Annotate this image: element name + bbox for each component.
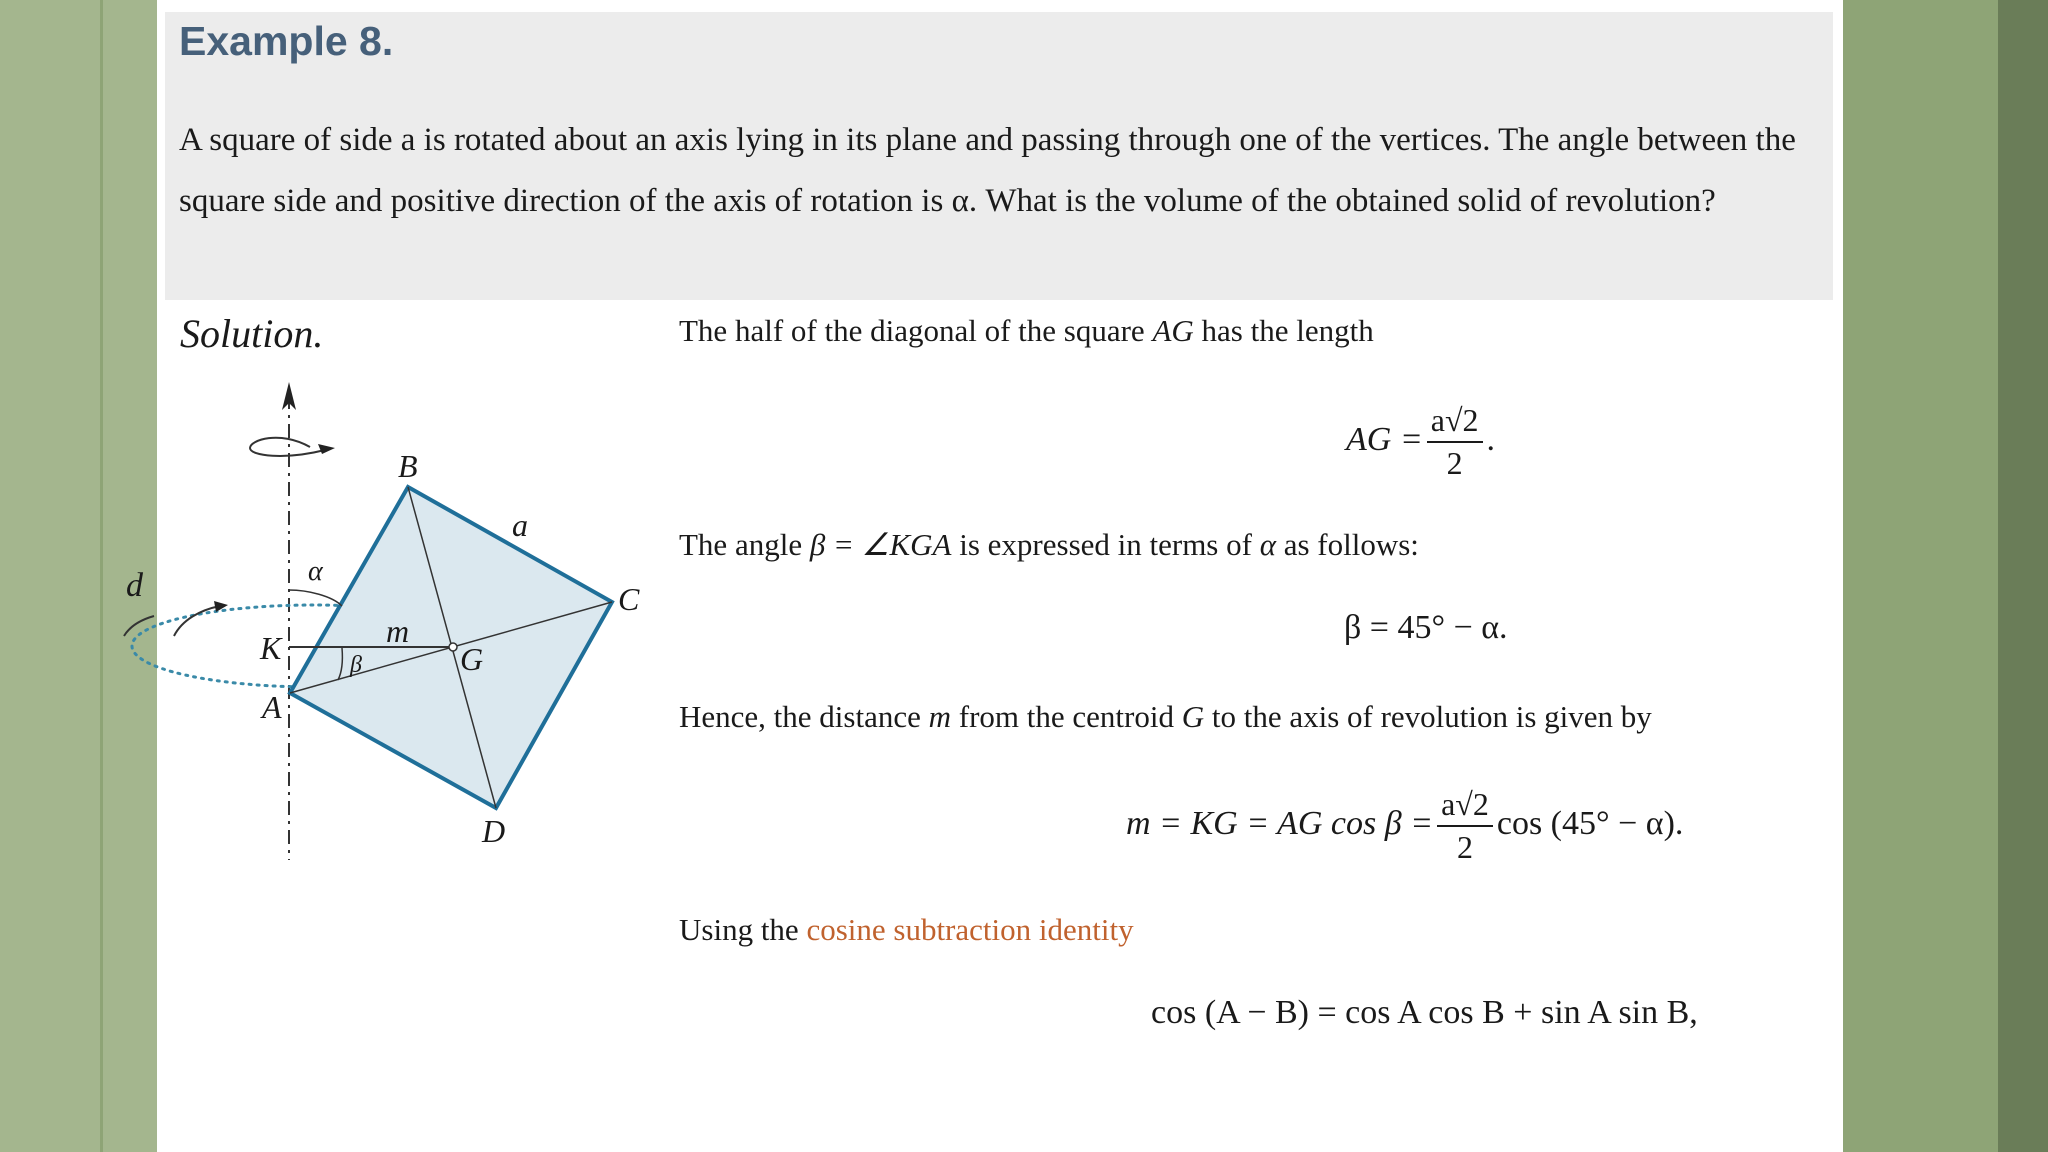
left-border-band xyxy=(0,0,100,1152)
orbit-arrow-icon xyxy=(174,606,220,636)
label-k: K xyxy=(260,630,282,666)
label-b: B xyxy=(398,448,418,484)
equation-beta: β = 45° − α. xyxy=(1344,609,1508,646)
label-m: m xyxy=(386,613,410,649)
centroid-point xyxy=(449,643,457,651)
solution-line-1: The half of the diagonal of the square AG has the length xyxy=(679,313,1374,348)
fraction: $\frac{a√2}{2}$ xyxy=(1427,402,1483,482)
label-beta: β xyxy=(350,652,362,678)
problem-statement: A square of side a is rotated about an axis lying in its plane and passing through one of the vertices. The angle between the square side and positive direction of the axis of rotation is α. What is the volume of the obtained solid of revolution? xyxy=(179,122,1796,219)
label-a: A xyxy=(262,689,282,725)
rotation-indicator-icon xyxy=(250,438,325,456)
solution-line-2: The angle β = ∠KGA is expressed in terms of α as follows: xyxy=(679,527,1419,562)
cosine-identity-link[interactable]: cosine subtraction identity xyxy=(806,912,1134,947)
alpha-arc xyxy=(289,590,342,606)
equation-ag: AG = $\frac{a√2}{2}$ . xyxy=(1346,402,1496,481)
label-side-a: a xyxy=(512,507,528,543)
label-c: C xyxy=(618,581,640,617)
right-border-band xyxy=(1843,0,1998,1152)
equation-cosine-identity: cos (A − B) = cos A cos B + sin A sin B, xyxy=(1151,994,1698,1031)
rotation-arrowhead-icon xyxy=(318,444,335,454)
label-g: G xyxy=(460,641,484,677)
example-title: Example 8. xyxy=(179,18,394,64)
solution-heading: Solution. xyxy=(180,311,324,356)
rotation-figure xyxy=(110,370,650,870)
label-d-orbit: d xyxy=(126,567,143,604)
solution-line-4: Using the cosine subtraction identity xyxy=(679,912,1134,947)
label-alpha: α xyxy=(308,556,323,587)
equation-m: m = KG = AG cos β = $\frac{a√2}{2}$ cos (45° − α). xyxy=(1126,786,1684,865)
fraction: $\frac{a√2}{2}$ xyxy=(1437,786,1493,866)
right-edge-band xyxy=(1998,0,2048,1152)
solution-line-3: Hence, the distance m from the centroid G to the axis of revolution is given by xyxy=(679,699,1652,734)
label-d: D xyxy=(482,813,506,849)
